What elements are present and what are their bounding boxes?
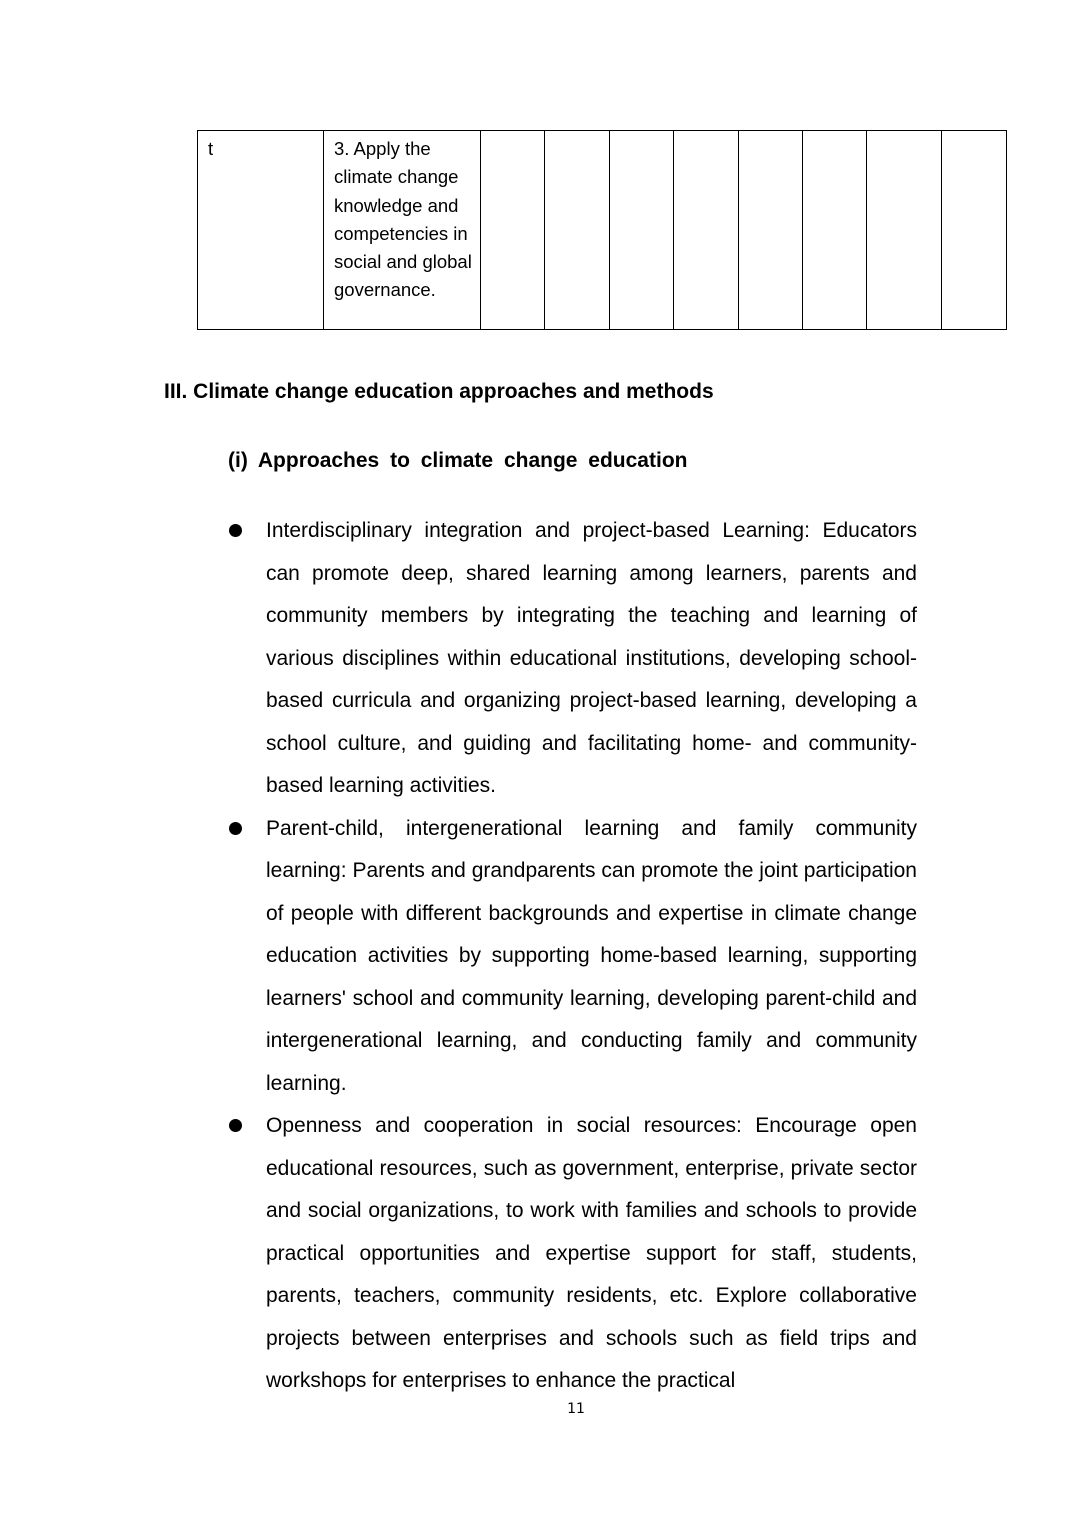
section-heading: III. Climate change education approaches and methods — [164, 380, 714, 403]
page-number: 11 — [567, 1401, 585, 1417]
table-cell-empty — [545, 131, 610, 330]
approaches-list — [266, 510, 917, 1403]
list-item — [266, 1105, 917, 1403]
table-cell-category: t — [198, 131, 324, 330]
subsection-heading: (i) Approaches to climate change education — [228, 449, 688, 472]
table-cell-empty — [867, 131, 942, 330]
table-cell-empty — [739, 131, 803, 330]
table-cell-empty — [803, 131, 867, 330]
bullet-icon — [229, 822, 242, 835]
list-item-text: Parent-child, intergenerational learning and family community learning: Parents and grandparents can promote the joint participation of people with different backgrounds and expertise in climate change education activities by supporting home-based learning, supporting learners' school and community learning, developing parent-child and intergenerational learning, and conducting family and community learning. — [266, 816, 917, 1095]
table-cell-empty — [610, 131, 674, 330]
table-row — [198, 131, 1007, 330]
competency-table — [197, 130, 1007, 330]
list-item-text: Interdisciplinary integration and project-based Learning: Educators can promote deep, shared learning among learners, parents and community members by integrating the teaching and learning of various disciplines within educational institutions, developing school-based curricula and organizing project-based learning, developing a school culture, and guiding and facilitating home- and community-based learning activities. — [266, 519, 917, 797]
table-cell-empty — [942, 131, 1007, 330]
table-cell-empty — [481, 131, 545, 330]
list-item — [266, 510, 917, 808]
table-cell-empty — [674, 131, 739, 330]
bullet-icon — [229, 524, 242, 537]
list-item-text: Openness and cooperation in social resources: Encourage open educational resources, such as government, enterprise, private sector and social organizations, to work with families and schools to provide practical opportunities and expertise support for staff, students, parents, teachers, community residents, etc. Explore collaborative projects between enterprises and schools such as field trips and workshops for enterprises to enhance the practical — [266, 1114, 917, 1392]
bullet-icon — [229, 1119, 242, 1132]
list-item — [266, 808, 917, 1106]
table-cell-objective: 3. Apply the climate change knowledge and competencies in social and global governance. — [324, 131, 481, 330]
